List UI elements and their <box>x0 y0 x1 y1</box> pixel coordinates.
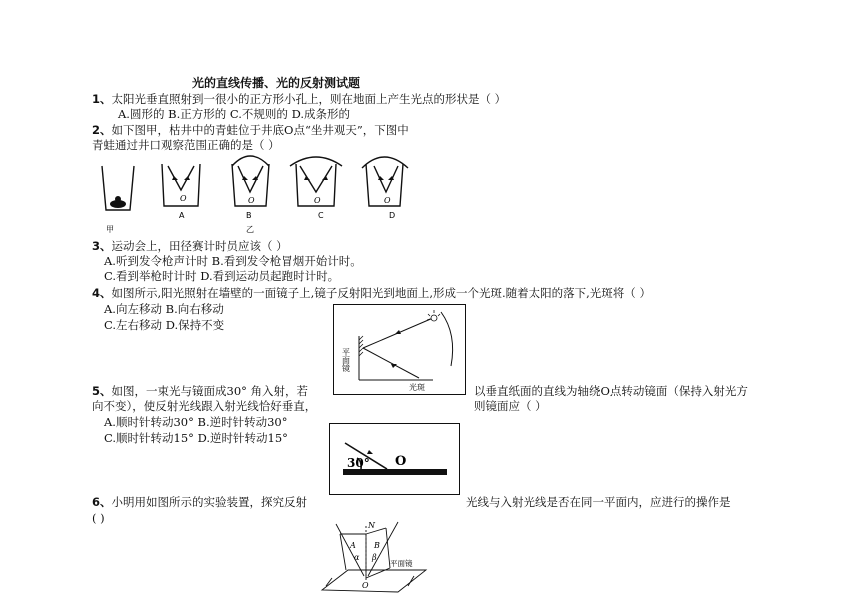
o-label: O <box>395 454 407 469</box>
question-text: 运动会上，田径赛计时员应该（ ） <box>111 239 288 253</box>
o-label: O <box>314 196 321 205</box>
question-4 <box>92 286 651 300</box>
question-number: 6、 <box>92 495 112 509</box>
angle-label: 30° <box>347 456 370 470</box>
well-figure <box>92 152 422 238</box>
question-text: 太阳光垂直照射到一很小的正方形小孔上，则在地面上产生光点的形状是（ ） <box>111 92 507 106</box>
question-6-right1: 光线与入射光线是否在同一平面内，应进行的操作是 <box>466 495 731 509</box>
beta-label: β <box>372 553 377 562</box>
question-number: 5、 <box>92 384 112 398</box>
question-text: 小明用如图所示的实验装置，探究反射 <box>111 495 308 509</box>
question-text: 如下图甲，枯井中的青蛙位于井底O点“坐井观天”，下图中 <box>111 123 409 137</box>
question-3-options-ab: A.听到发令枪声计时 B.看到发令枪冒烟开始计时。 <box>104 254 362 268</box>
mirror-sun-figure <box>333 304 466 395</box>
question-4-options-ab: A.向左移动 B.向右移动 <box>104 302 224 316</box>
plane-b-label: B <box>374 541 380 550</box>
alpha-label: α <box>354 553 360 562</box>
question-text: 如图，一束光与镜面成30° 角入射，若 <box>111 384 309 398</box>
question-4-options-cd: C.左右移动 D.保持不变 <box>104 318 225 332</box>
question-text: 如图所示,阳光照射在墙壁的一面镜子上,镜子反射阳光到地面上,形成一个光斑.随着太阳的落下,光斑将（ ） <box>111 286 651 300</box>
question-5-right2: 则镜面应（ ） <box>474 399 547 413</box>
question-number: 3、 <box>92 239 112 253</box>
question-5 <box>92 384 308 398</box>
page-title: 光的直线传播、光的反射测试题 <box>192 76 361 90</box>
question-6-line2: ( ) <box>92 511 105 525</box>
question-5-left2: 向不变），使反射光线跟入射光线恰好垂直， <box>92 399 317 413</box>
question-2 <box>92 123 409 137</box>
o-label: O <box>248 196 255 205</box>
question-3-options-cd: C.看到举枪时计时 D.看到运动员起跑时计时。 <box>104 269 340 283</box>
question-5-options-cd: C.顺时针转动15° D.逆时针转动15° <box>104 431 288 445</box>
question-1 <box>92 92 506 106</box>
question-6 <box>92 495 307 509</box>
label-jia: 甲 <box>106 225 114 234</box>
question-3 <box>92 239 288 253</box>
question-number: 1、 <box>92 92 112 106</box>
question-number: 2、 <box>92 123 112 137</box>
label-yi: 乙 <box>246 225 254 234</box>
plane-a-label: A <box>350 541 356 550</box>
label-d: D <box>389 211 396 220</box>
normal-label: N <box>368 521 375 530</box>
label-a: A <box>179 211 185 220</box>
mirror-angle-figure <box>329 423 460 495</box>
question-number: 4、 <box>92 286 112 300</box>
o-label: O <box>362 581 369 590</box>
label-c: C <box>318 211 324 220</box>
question-1-options: A.圆形的 B.正方形的 C.不规则的 D.成条形的 <box>118 107 351 121</box>
question-5-options-ab: A.顺时针转动30° B.逆时针转动30° <box>104 415 288 429</box>
mirror-label: 平面镜 <box>390 559 413 568</box>
spot-label: 光斑 <box>409 383 425 392</box>
question-2-line2: 青蛙通过井口观察范围正确的是（ ） <box>92 138 280 152</box>
label-b: B <box>246 211 252 220</box>
mirror-label: 平面镜 <box>341 348 351 372</box>
o-label: O <box>180 194 187 203</box>
reflection-setup-figure <box>318 518 428 604</box>
question-5-right1: 以垂直纸面的直线为轴绕O点转动镜面（保持入射光方 <box>474 384 748 398</box>
o-label: O <box>384 196 391 205</box>
